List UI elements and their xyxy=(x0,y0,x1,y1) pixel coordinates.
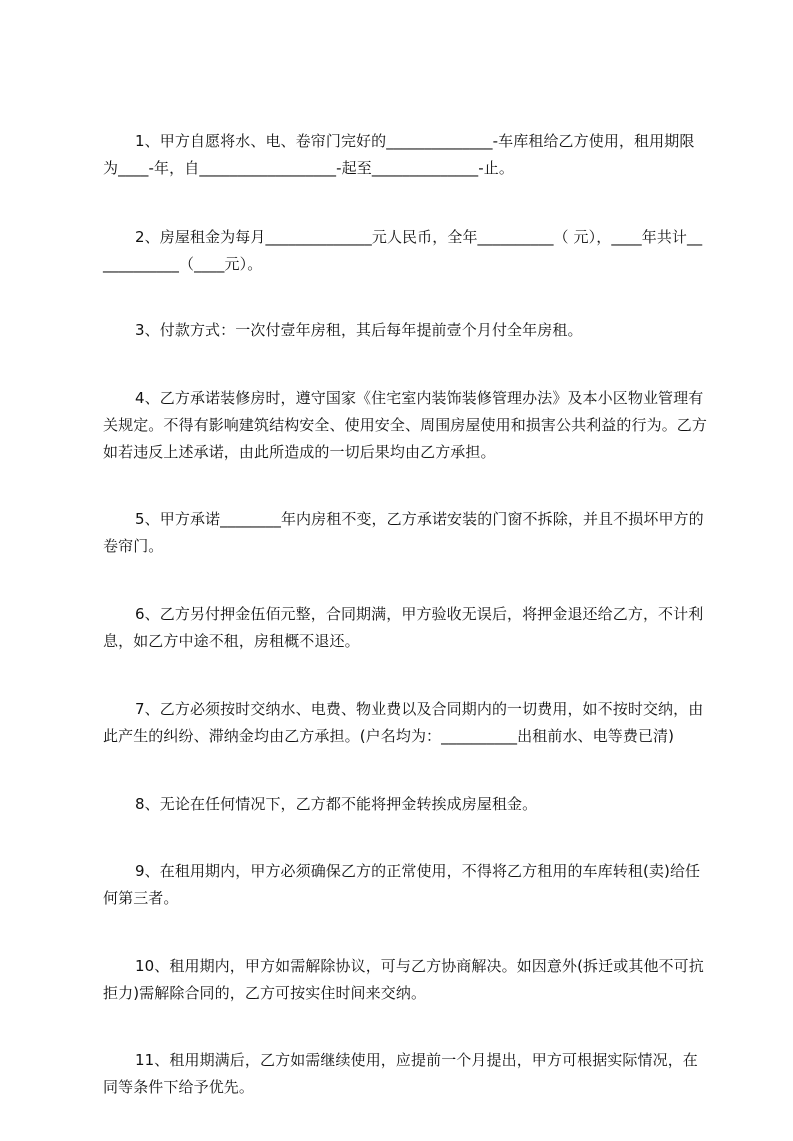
clause-5: 5、甲方承诺________年内房租不变，乙方承诺安装的门窗不拆除，并且不损坏甲方的卷帘门。 xyxy=(103,510,704,555)
clause-11: 11、租用期满后，乙方如需继续使用，应提前一个月提出，甲方可根据实际情况，在同等条件下给予优先。 xyxy=(103,1051,698,1096)
clause-10: 10、租用期内，甲方如需解除协议，可与乙方协商解决。如因意外(拆迁或其他不可抗拒力)需解除合同的，乙方可按实住时间来交纳。 xyxy=(103,957,704,1002)
clause-1: 1、甲方自愿将水、电、卷帘门完好的______________-车库租给乙方使用，租用期限为____-年，自__________________-起至______________-止。 xyxy=(103,132,695,177)
clause-2: 2、房屋租金为每月______________元人民币，全年__________（ 元），____年共计____________（____元）。 xyxy=(103,228,703,273)
contract-clauses xyxy=(103,128,708,1141)
clause-6: 6、乙方另付押金伍佰元整，合同期满，甲方验收无误后，将押金退还给乙方，不计利息，如乙方中途不租，房租概不退还。 xyxy=(103,605,704,650)
clause-4: 4、乙方承诺装修房时，遵守国家《住宅室内装饰装修管理办法》及本小区物业管理有关规定。不得有影响建筑结构安全、使用安全、周围房屋使用和损害公共利益的行为。乙方如若违反上述承诺，由此所造成的一切后果均由乙方承担。 xyxy=(103,389,708,461)
clause-3: 3、付款方式：一次付壹年房租，其后每年提前壹个月付全年房租。 xyxy=(135,321,583,339)
clause-7: 7、乙方必须按时交纳水、电费、物业费以及合同期内的一切费用，如不按时交纳，由此产生的纠纷、滞纳金均由乙方承担。(户名均为：__________出租前水、电等费已清) xyxy=(103,700,704,745)
clause-8: 8、无论在任何情况下，乙方都不能将押金转挨成房屋租金。 xyxy=(135,795,538,813)
clause-9: 9、在租用期内，甲方必须确保乙方的正常使用，不得将乙方租用的车库转租(卖)给任何第三者。 xyxy=(103,862,701,907)
